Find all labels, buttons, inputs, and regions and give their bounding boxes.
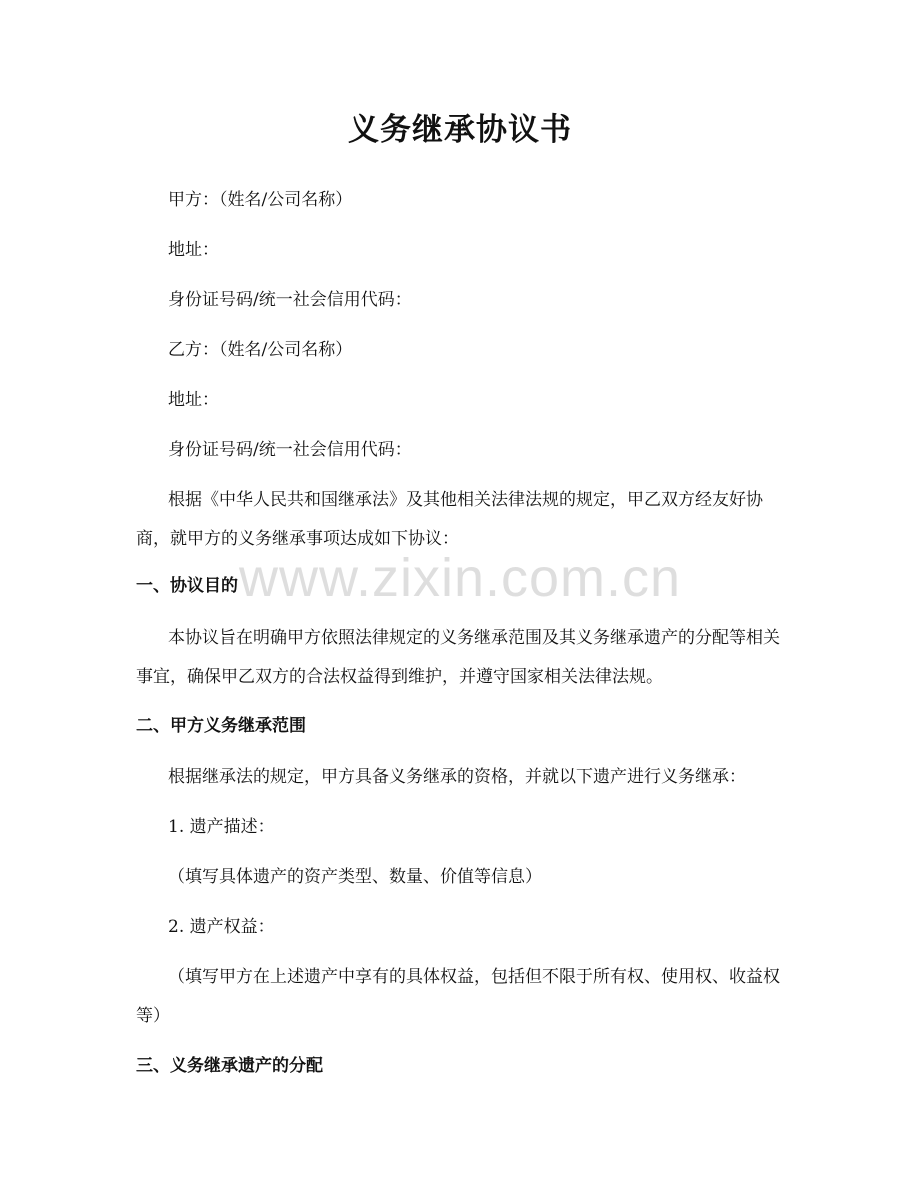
section-1-body: 本协议旨在明确甲方依照法律规定的义务继承范围及其义务继承遗产的分配等相关事宜，确保甲乙双方的合法权益得到维护，并遵守国家相关法律法规。	[136, 628, 780, 687]
section-2-item-2-label: 2. 遗产权益：	[168, 917, 275, 937]
party-b-address-line: 地址：	[168, 390, 219, 410]
section-2-item-1-label: 1. 遗产描述：	[168, 817, 275, 837]
section-2-item-2-detail: （填写甲方在上述遗产中享有的具体权益，包括但不限于所有权、使用权、收益权等）	[136, 967, 780, 1026]
party-a-address-line: 地址：	[168, 240, 219, 260]
section-2-heading: 二、甲方义务继承范围	[136, 716, 306, 736]
section-2-intro: 根据继承法的规定，甲方具备义务继承的资格，并就以下遗产进行义务继承：	[168, 767, 746, 787]
party-a-name-line: 甲方：（姓名/公司名称）	[168, 190, 353, 210]
preamble-paragraph: 根据《中华人民共和国继承法》及其他相关法律法规的规定，甲乙双方经友好协商，就甲方的义务继承事项达成如下协议：	[136, 490, 763, 549]
watermark-text: www.zixin.com.cn	[238, 548, 682, 608]
party-a-id-line: 身份证号码/统一社会信用代码：	[168, 290, 412, 310]
document-title: 义务继承协议书	[348, 112, 572, 148]
party-b-id-line: 身份证号码/统一社会信用代码：	[168, 440, 412, 460]
section-2-item-1-detail: （填写具体遗产的资产类型、数量、价值等信息）	[168, 867, 542, 887]
section-1-heading: 一、协议目的	[136, 576, 238, 596]
party-b-name-line: 乙方：（姓名/公司名称）	[168, 340, 353, 360]
section-3-heading: 三、义务继承遗产的分配	[136, 1056, 323, 1076]
